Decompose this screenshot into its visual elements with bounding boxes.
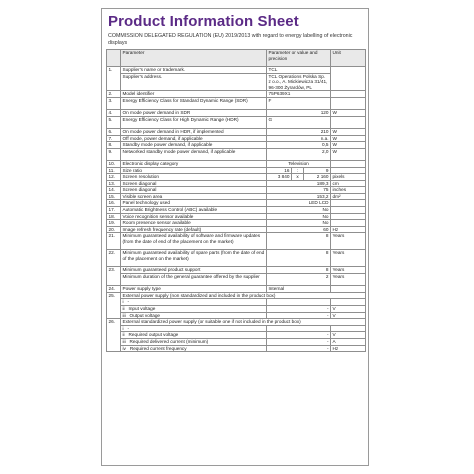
ratio-height: 9 [304,167,331,174]
row-parameter: Electronic display category [121,160,267,167]
subrow-label: i - [121,299,267,306]
row-number: 14. [107,187,121,194]
row-unit: W [331,128,366,135]
row-unit [331,299,366,306]
table-row [107,213,366,220]
table-row [107,116,366,128]
row-number: 4. [107,110,121,117]
row-parameter: Model identifier [121,91,267,98]
row-value: 75P639X1 [267,91,331,98]
row-unit [331,200,366,207]
row-value: 8 [267,267,331,274]
table-row [107,226,366,233]
row-value [267,299,331,306]
row-value: - [267,332,331,339]
row-unit: V [331,332,366,339]
header-value: Parameter or value and precision [267,50,331,67]
row-unit: pixels [331,174,366,181]
row-number: 8. [107,142,121,149]
table-row [107,97,366,109]
row-number: 9. [107,148,121,160]
row-unit: inches [331,187,366,194]
regulation-subtitle: COMMISSION DELEGATED REGULATION (EU) 2019/2013 with regard to energy labelling of electronic displays [108,33,353,46]
row-parameter: Power supply type [121,286,267,293]
row-parameter: Off mode, power demand, if applicable [121,135,267,142]
row-unit: Years [331,274,366,286]
row-number: 23. [107,267,121,286]
row-parameter: Room presence sensor available [121,220,267,227]
row-number: 10. [107,160,121,167]
spec-table [106,49,366,352]
section-heading: External power supply (non standardized and included in the product box) [121,292,366,299]
subrow-label: ii Input voltage [121,306,267,313]
row-unit [331,160,366,167]
row-number: 22. [107,250,121,267]
row-parameter: Voice recognition sensor available [121,213,267,220]
table-row [107,187,366,194]
table-row [107,135,366,142]
ratio-width: 16 [267,167,292,174]
row-value: 0,5 [267,142,331,149]
row-unit: V [331,312,366,319]
row-unit: Hz [331,226,366,233]
row-value: TCL Operations Polska Sp. z o.o., A. Mickiewicza 31/41, 96-300 Żyrardów, PL [267,73,331,91]
row-unit [331,167,366,174]
row-value: TCL [267,67,331,74]
row-value: 2,0 [267,148,331,160]
row-number: 5. [107,116,121,128]
row-number: 18. [107,213,121,220]
table-row [107,338,366,345]
row-number: 26. [107,319,121,352]
row-value: 8 [267,250,331,267]
resolution-height: 2 160 [304,174,331,181]
row-number: 7. [107,135,121,142]
row-value: 210 [267,128,331,135]
row-parameter: Networked standby mode power demand, if applicable [121,148,267,160]
row-value: 60 [267,226,331,233]
row-unit: Hz [331,345,366,352]
ratio-separator: : [292,167,304,174]
row-value [267,325,331,332]
row-parameter: Energy Efficiency Class for Standard Dynamic Range (SDR) [121,97,267,109]
table-row [107,299,366,306]
row-parameter: Minimum guaranteed availability of spare parts (from the date of end of the placement on the market) [121,250,267,267]
row-unit: W [331,135,366,142]
row-unit: Years [331,233,366,250]
subrow-label: iv Required current frequency [121,345,267,352]
row-value: Internal [267,286,331,293]
table-row [107,267,366,274]
row-number: 3. [107,97,121,109]
row-parameter: Supplier's address. [121,73,267,91]
header-unit: Unit [331,50,366,67]
row-unit: Years [331,250,366,267]
row-unit: W [331,110,366,117]
table-row [107,250,366,267]
table-row [107,200,366,207]
row-value: - [267,312,331,319]
row-unit [331,97,366,109]
table-row [107,306,366,313]
row-number: 2. [107,91,121,98]
row-unit: V [331,306,366,313]
row-unit: cm [331,180,366,187]
row-value: - [267,345,331,352]
row-parameter: Minimum guaranteed product support [121,267,267,274]
resolution-width: 3 840 [267,174,292,181]
row-parameter: Screen resolution [121,174,267,181]
row-parameter: Supplier's name or trademark. [121,67,267,74]
row-number: 19. [107,220,121,227]
row-number: 12. [107,174,121,181]
page-title: Product Information Sheet [108,13,299,30]
header-parameter: Parameter [121,50,267,67]
row-unit: W [331,148,366,160]
row-number: 11. [107,167,121,174]
table-row [107,325,366,332]
row-value: 2 [267,274,331,286]
table-row [107,174,366,181]
row-number: 13. [107,180,121,187]
row-unit [331,116,366,128]
table-row [107,73,366,91]
row-unit: dm² [331,193,366,200]
table-header-row [107,50,366,67]
resolution-separator: x [292,174,304,181]
table-row [107,207,366,214]
row-value: 189,3 [267,180,331,187]
subrow-label: iii Required delivered current (minimum) [121,338,267,345]
row-value: - [267,306,331,313]
row-unit [331,213,366,220]
row-unit [331,91,366,98]
table-row [107,180,366,187]
row-unit [331,325,366,332]
row-number: 20. [107,226,121,233]
row-parameter: Minimum guaranteed availability of software and firmware updates (from the date of end of the placement on the market) [121,233,267,250]
product-information-sheet [101,8,369,466]
row-unit: Years [331,267,366,274]
table-row [107,292,366,299]
table-row [107,233,366,250]
row-value: F [267,97,331,109]
row-number: 1. [107,67,121,91]
table-row [107,345,366,352]
subrow-label: iii Output voltage [121,312,267,319]
table-row [107,286,366,293]
table-row [107,220,366,227]
row-value: No [267,213,331,220]
row-value: No [267,207,331,214]
table-row [107,312,366,319]
row-parameter: Screen diagonal [121,187,267,194]
subrow-label: i - [121,325,267,332]
row-number: 21. [107,233,121,250]
row-unit [331,207,366,214]
row-value: 120 [267,110,331,117]
row-parameter: On mode power demand in SDR [121,110,267,117]
table-row [107,167,366,174]
row-parameter: Standby mode power demand, if applicable [121,142,267,149]
row-number: 15. [107,193,121,200]
row-unit [331,286,366,293]
row-number: 24. [107,286,121,293]
row-value: 153,2 [267,193,331,200]
row-number: 6. [107,128,121,135]
row-unit [331,67,366,91]
row-value: n.a. [267,135,331,142]
row-parameter: On mode power demand in HDR, if implemented [121,128,267,135]
row-value: Television [267,160,331,167]
row-number: 17. [107,207,121,214]
row-value: - [267,338,331,345]
row-unit: W [331,142,366,149]
row-unit: A [331,338,366,345]
table-row [107,142,366,149]
table-row [107,332,366,339]
row-value: 8 [267,233,331,250]
row-parameter: Panel technology used [121,200,267,207]
row-value: G [267,116,331,128]
row-number: 25. [107,292,121,318]
row-parameter: Size ratio [121,167,267,174]
header-num [107,50,121,67]
row-parameter: Minimum duration of the general guarantee offered by the supplier [121,274,267,286]
row-value: No [267,220,331,227]
table-row [107,110,366,117]
row-unit [331,220,366,227]
table-row [107,67,366,74]
section-heading: External standardized power supply (or suitable one if not included in the product box) [121,319,366,326]
row-parameter: Energy Efficiency Class for High Dynamic Range (HDR) [121,116,267,128]
row-number: 16. [107,200,121,207]
row-parameter: Screen diagonal [121,180,267,187]
table-row [107,160,366,167]
row-parameter: Image refresh frequency rate (default) [121,226,267,233]
row-parameter: Visible screen area [121,193,267,200]
table-row [107,91,366,98]
row-value: LED LCD [267,200,331,207]
table-row [107,148,366,160]
subrow-label: ii Required output voltage [121,332,267,339]
row-value: 75 [267,187,331,194]
row-parameter: Automatic Brightness Control (ABC) available [121,207,267,214]
table-row [107,128,366,135]
table-row [107,274,366,286]
table-row [107,193,366,200]
table-row [107,319,366,326]
